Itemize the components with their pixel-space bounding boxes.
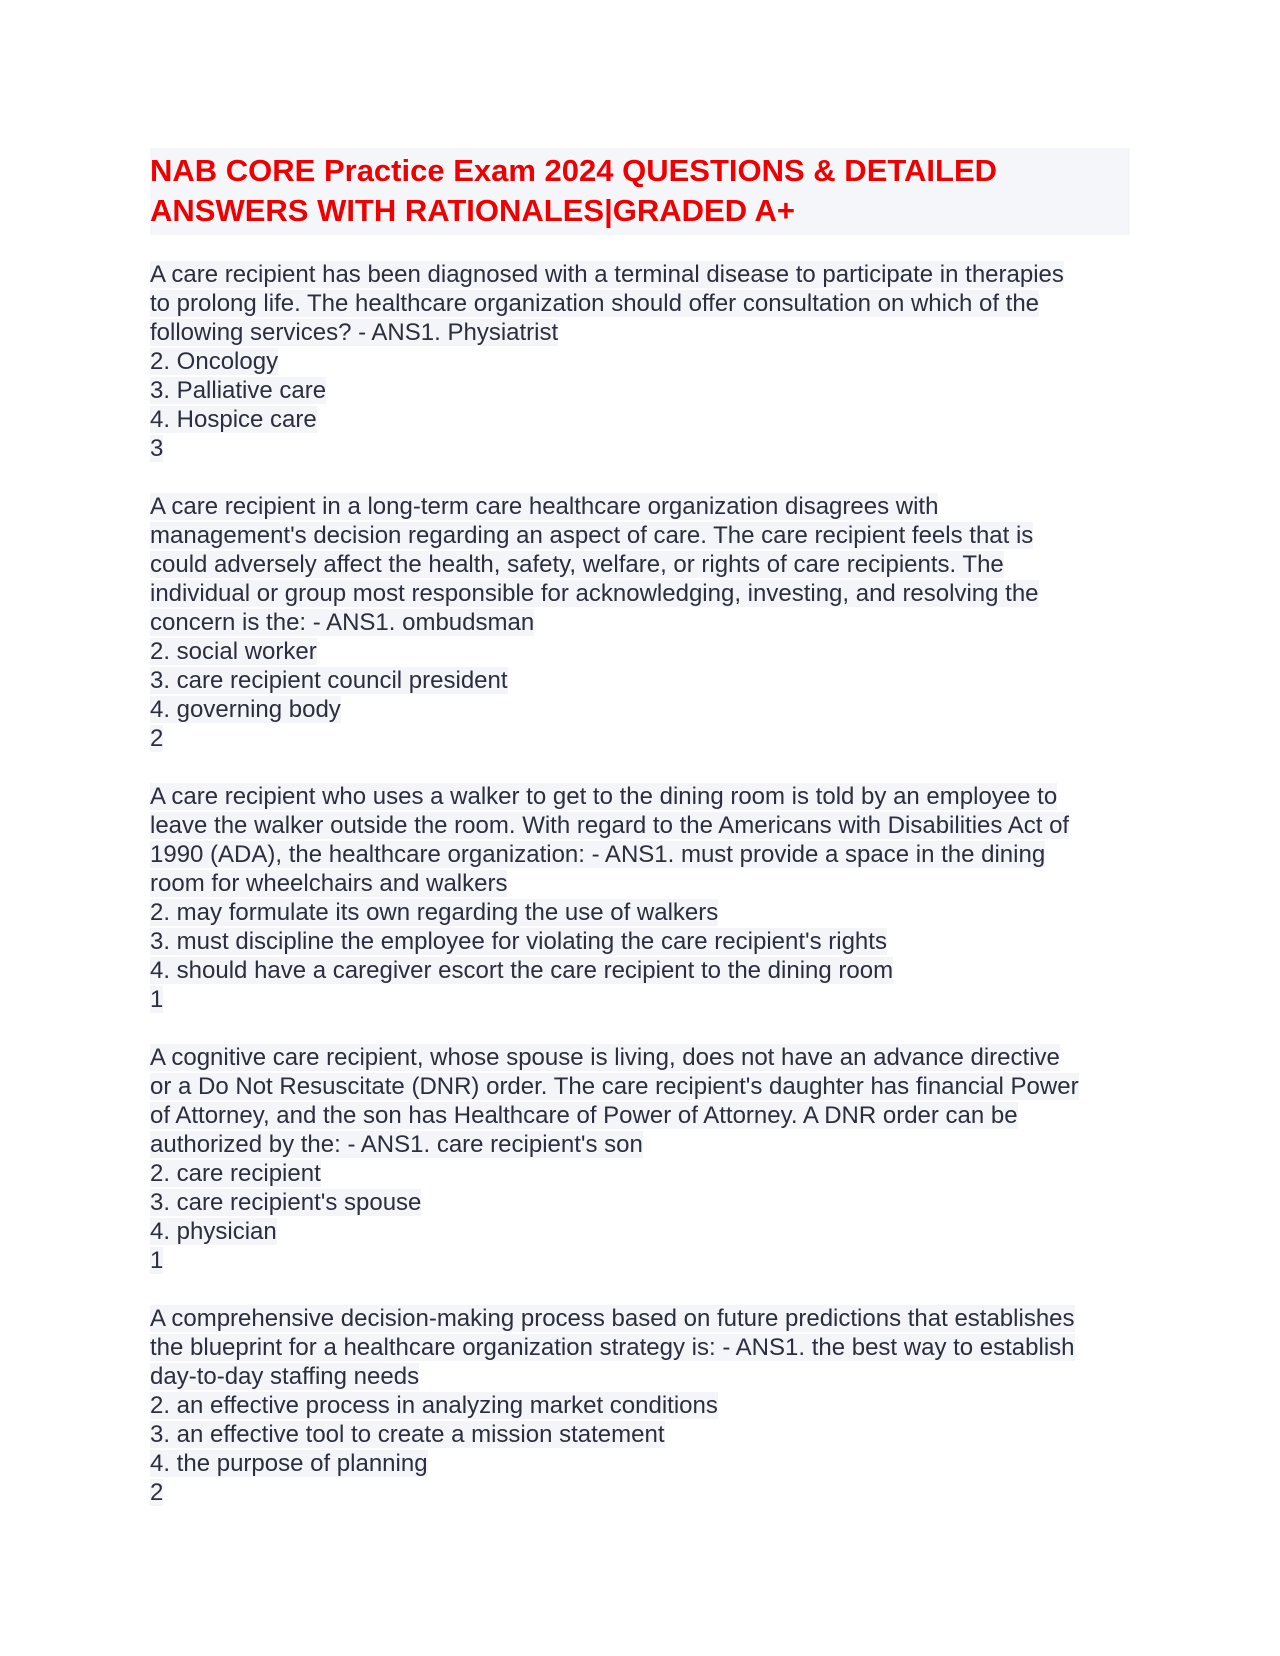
question-block: [150, 260, 1130, 463]
option-line: 4. Hospice care: [150, 406, 317, 433]
option-line: 2. may formulate its own regarding the use of walkers: [150, 899, 719, 926]
question-line: concern is the: - ANS1. ombudsman: [150, 609, 535, 636]
answer-line: 1: [150, 1247, 164, 1274]
question-list: [150, 260, 1130, 1507]
question-line: the blueprint for a healthcare organization strategy is: - ANS1. the best way to establish: [150, 1334, 1075, 1361]
question-line: or a Do Not Resuscitate (DNR) order. The care recipient's daughter has financial Power: [150, 1073, 1079, 1100]
option-line: 3. an effective tool to create a mission statement: [150, 1421, 665, 1448]
option-line: 4. governing body: [150, 696, 341, 723]
option-line: 2. care recipient: [150, 1160, 321, 1187]
question-line: A care recipient in a long-term care healthcare organization disagrees with: [150, 493, 939, 520]
option-line: 4. should have a caregiver escort the care recipient to the dining room: [150, 957, 894, 984]
option-line: 2. an effective process in analyzing market conditions: [150, 1392, 718, 1419]
title-line: ANSWERS WITH RATIONALES|GRADED A+: [150, 193, 796, 228]
question-line: A care recipient has been diagnosed with a terminal disease to participate in therapies: [150, 261, 1064, 288]
option-line: 2. social worker: [150, 638, 317, 665]
option-line: 3. care recipient's spouse: [150, 1189, 422, 1216]
option-line: 3. must discipline the employee for violating the care recipient's rights: [150, 928, 887, 955]
answer-line: 1: [150, 986, 164, 1013]
question-line: A cognitive care recipient, whose spouse is living, does not have an advance directive: [150, 1044, 1060, 1071]
question-line: A comprehensive decision-making process based on future predictions that establishes: [150, 1305, 1075, 1332]
document-title: [150, 148, 1130, 235]
document-page: [150, 148, 1130, 1536]
question-block: [150, 782, 1130, 1014]
question-line: to prolong life. The healthcare organization should offer consultation on which of the: [150, 290, 1040, 317]
question-line: management's decision regarding an aspect of care. The care recipient feels that is: [150, 522, 1034, 549]
option-line: 2. Oncology: [150, 348, 279, 375]
title-line: NAB CORE Practice Exam 2024 QUESTIONS & DETAILED: [150, 153, 998, 188]
question-line: authorized by the: - ANS1. care recipient's son: [150, 1131, 643, 1158]
option-line: 4. physician: [150, 1218, 277, 1245]
question-line: 1990 (ADA), the healthcare organization: - ANS1. must provide a space in the dining: [150, 841, 1046, 868]
question-line: room for wheelchairs and walkers: [150, 870, 508, 897]
answer-line: 2: [150, 1479, 164, 1506]
question-block: [150, 1304, 1130, 1507]
question-line: could adversely affect the health, safety, welfare, or rights of care recipients. The: [150, 551, 1004, 578]
question-line: of Attorney, and the son has Healthcare of Power of Attorney. A DNR order can be: [150, 1102, 1018, 1129]
question-line: day-to-day staffing needs: [150, 1363, 420, 1390]
option-line: 3. care recipient council president: [150, 667, 508, 694]
question-line: individual or group most responsible for acknowledging, investing, and resolving the: [150, 580, 1039, 607]
answer-line: 2: [150, 725, 164, 752]
question-block: [150, 492, 1130, 753]
question-line: A care recipient who uses a walker to get to the dining room is told by an employee to: [150, 783, 1058, 810]
option-line: 4. the purpose of planning: [150, 1450, 428, 1477]
question-block: [150, 1043, 1130, 1275]
option-line: 3. Palliative care: [150, 377, 327, 404]
question-line: following services? - ANS1. Physiatrist: [150, 319, 559, 346]
answer-line: 3: [150, 435, 164, 462]
question-line: leave the walker outside the room. With regard to the Americans with Disabilities Act of: [150, 812, 1070, 839]
